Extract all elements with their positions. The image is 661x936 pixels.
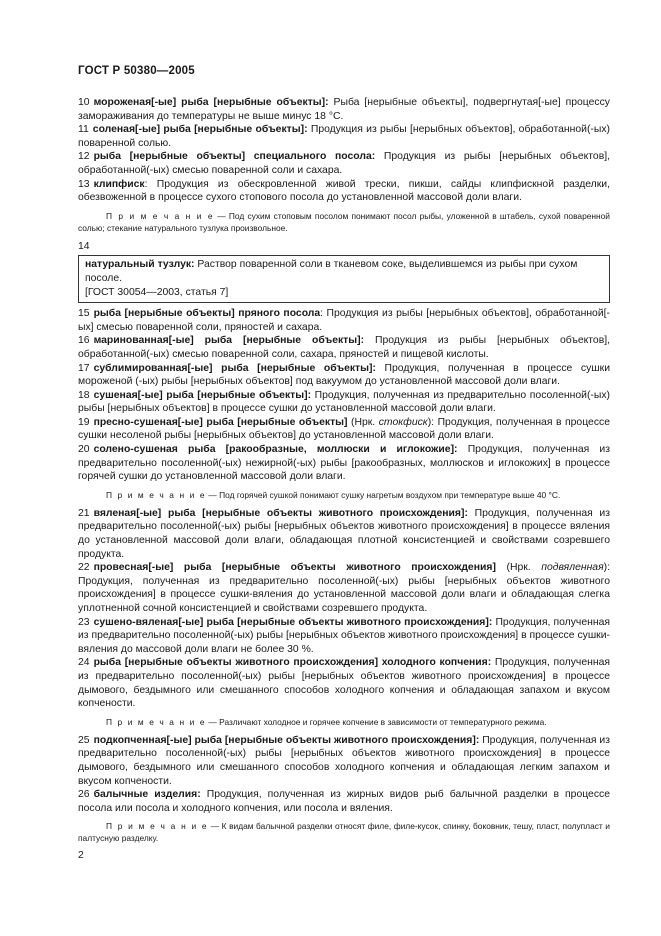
- entry-definition: Продукция из рыбы [нерыбных объектов], обработанной(-ых) смесью поваренной соли и сахара.: [78, 151, 610, 176]
- document-body: [78, 96, 610, 850]
- note-text: — Под сухим стоповым посолом понимают посол рыбы, уложенной в штабель, сухой поваренной солью; стекание натурального тузлука произвольное.: [78, 210, 610, 233]
- entry-term: мороженая[-ые] рыба [нерыбные объекты]:: [93, 97, 329, 108]
- term-entry-17: [78, 362, 610, 389]
- entry-term: маринованная[-ые] рыба [нерыбные объекты]:: [93, 335, 365, 347]
- entry-definition: Продукция, полученная из предварительно посоленной(-ых) рыбы [нерыбных объектов] в процессе сушки до установленной массовой доли влаги.: [78, 389, 610, 415]
- term-entry-19: [78, 416, 610, 443]
- entry-definition: Рыба [нерыбные объекты], подвергнутая[-ые] процессу замораживания до температуры не выше минус 18 °С.: [78, 97, 610, 122]
- entry-number: 26: [78, 789, 90, 801]
- entry-definition: Продукция, полученная из предварительно посоленной(-ых) нежирной(-ых) рыбы [ракообразных, моллюсков и иглокожих] в процессе горячей сушки до установленной массовой доли влаги.: [78, 444, 611, 483]
- term-entry-21: [78, 507, 610, 561]
- entry-number: 10: [78, 97, 90, 108]
- entry-definition: Продукция из рыбы [нерыбных объектов], обработанной(-ых) смесью поваренной соли, сахара, пряностей и пищевой кислоты.: [78, 335, 610, 360]
- entry-definition: : Продукция из рыбы [нерыбных объектов], обработанной[-ых] смесью поваренной соли, пряностей и сахара.: [78, 308, 610, 333]
- entry-number: 20: [78, 444, 90, 456]
- entry-number: 23: [78, 616, 90, 628]
- entry-term: вяленая[-ые] рыба [нерыбные объекты животного происхождения]:: [93, 507, 468, 519]
- entry-term: провесная[-ые] рыба [нерыбные объекты животного происхождения]: [93, 562, 496, 574]
- entry-number: 19: [78, 416, 90, 428]
- entry-reference: [ГОСТ 30054—2003, статья 7]: [85, 286, 229, 298]
- entry-definition: Раствор поваренной соли в тканевом соке, выделившемся из рыбы при сухом посоле.: [85, 259, 578, 284]
- entry-number: 17: [78, 362, 90, 374]
- entry-term: подкопченная[-ые] рыба [нерыбные объекты животного происхождения]:: [93, 734, 480, 746]
- entry-definition-prefix: (Нрк.: [347, 416, 379, 428]
- entry-term: клипфиск: [93, 178, 145, 190]
- entry-term: рыба [нерыбные объекты] пряного посола: [93, 308, 321, 320]
- term-entry-22: [78, 561, 610, 615]
- entry-number: 12: [78, 151, 90, 163]
- entry-number: 18: [78, 389, 90, 401]
- term-entry-20: [78, 443, 610, 484]
- entry-definition: ): Продукция, полученная из предварительно посоленной(-ых) рыбы [нерыбных объектов животного происхождения] в процессе сушки-вяления до установленной массовой доли влаги и обладающая слегка уплотненной сочной консистенцией и свойствами созревшего продукта.: [78, 562, 610, 614]
- term-entry-18: [78, 389, 610, 416]
- entry-term: сублимированная[-ые] рыба [нерыбные объекты]:: [93, 362, 376, 374]
- entry-definition: Продукция, полученная из предварительно посоленной(-ых) рыбы [нерыбных объектов животного происхождения] в процессе дымового, бездымного или смешанного способов холодного копчения и обладающая запахом и вкусом копчености.: [78, 657, 611, 710]
- entry-number: 24: [78, 657, 90, 669]
- entry-term: натуральный тузлук:: [85, 259, 195, 271]
- note-dry-salting: [78, 210, 610, 234]
- note-label: П р и м е ч а н и е: [106, 210, 215, 221]
- note-label: П р и м е ч а н и е: [106, 716, 207, 727]
- entry-number: 16: [78, 335, 90, 347]
- term-entry-24: [78, 656, 610, 710]
- entry-definition: ): Продукция, полученная в процессе сушки несоленой рыбы [нерыбных объектов] до установленной массовой доли влаги.: [78, 416, 610, 442]
- entry-term: балычные изделия:: [93, 789, 201, 801]
- entry-term: рыба [нерыбные объекты животного происхождения] холодного копчения:: [93, 657, 492, 669]
- entry-definition-prefix: (Нрк.: [495, 562, 542, 574]
- entry-number-14: 14: [78, 240, 90, 252]
- term-entry-16: [78, 334, 610, 361]
- note-hot-drying: [78, 489, 610, 501]
- entry-definition: Продукция, полученная из предварительно посоленной(-ых) рыбы [нерыбных объектов животного происхождения] в процессе дымового, бездымного или смешанного способов холодного копчения и обладающая легким запахом и вкусом копчености.: [78, 734, 610, 787]
- note-text: — Различают холодное и горячее копчение в зависимости от температурного режима.: [206, 716, 547, 727]
- entry-term: пресно-сушеная[-ые] рыба [нерыбные объекты]: [93, 416, 348, 428]
- entry-deprecated-term: стокфиск: [378, 416, 428, 428]
- note-text: — К видам балычной разделки относят филе, филе-кусок, спинку, боковник, тешу, пласт, полупласт и палтусную разделку.: [78, 821, 610, 844]
- note-smoking: [78, 716, 610, 728]
- term-entry-23: [78, 616, 610, 657]
- term-entry-25: [78, 734, 610, 788]
- term-entry-14-box: [78, 255, 610, 303]
- page-number: 2: [78, 850, 84, 861]
- note-text: — Под горячей сушкой понимают сушку нагретым воздухом при температуре выше 40 °С.: [206, 489, 561, 500]
- entry-term: сушеная[-ые] рыба [нерыбные объекты]:: [93, 389, 312, 401]
- entry-number: 22: [78, 562, 90, 574]
- term-entry-10: [78, 96, 610, 123]
- entry-number: 15: [78, 308, 90, 320]
- term-entry-26: [78, 788, 610, 815]
- entry-definition: Продукция, полученная из предварительно посоленной(-ых) рыбы [нерыбных объектов животного происхождения] в процессе сушки-вяления до массовой доли влаги не более 30 %.: [78, 616, 611, 655]
- term-entry-15: [78, 307, 610, 334]
- term-entry-11: [78, 123, 610, 150]
- note-label: П р и м е ч а н и е: [106, 489, 207, 500]
- entry-number: 13: [78, 178, 90, 190]
- entry-term: солено-сушеная рыба [ракообразные, моллюски и иглокожие]:: [93, 444, 458, 456]
- entry-term: рыба [нерыбные объекты] специального посола:: [93, 151, 376, 163]
- entry-definition: Продукция из рыбы [нерыбных объектов], обработанной(-ых) поваренной солью.: [78, 124, 610, 149]
- note-balyk-cuts: [78, 820, 610, 844]
- entry-term: сушено-вяленая[-ые] рыба [нерыбные объекты животного происхождения]:: [93, 616, 493, 628]
- entry-term: соленая[-ые] рыба [нерыбные объекты]:: [92, 124, 308, 136]
- term-entry-12: [78, 150, 610, 177]
- entry-definition: Продукция, полученная из жирных видов рыб балычной разделки в процессе посола или посола и холодного копчения, или посола и вяления.: [78, 789, 611, 814]
- entry-definition: : Продукция из обескровленной живой трески, пикши, сайды клипфискной разделки, обезвоженной в процессе сухого стопового посола до установленной массовой доли влаги.: [78, 178, 610, 204]
- note-label: П р и м е ч а н и е: [106, 821, 209, 832]
- entry-number: 25: [78, 734, 90, 746]
- entry-definition: Продукция, полученная в процессе сушки мороженой (-ых) рыбы [нерыбных объектов] под вакуумом до установленной массовой доли влаги.: [78, 362, 610, 388]
- term-entry-13: [78, 178, 610, 205]
- entry-number: 11: [78, 124, 89, 136]
- standard-title: ГОСТ Р 50380—2005: [78, 65, 195, 77]
- entry-definition: Продукция, полученная из предварительно посоленной(-ых) рыбы [нерыбных объектов животного происхождения] в процессе вяления до установленной массовой доли влаги, обладающая плотной консистенцией и свойствами созревшего продукта.: [78, 507, 610, 560]
- entry-number: 21: [78, 507, 90, 519]
- entry-deprecated-term: подвяленная: [541, 562, 604, 574]
